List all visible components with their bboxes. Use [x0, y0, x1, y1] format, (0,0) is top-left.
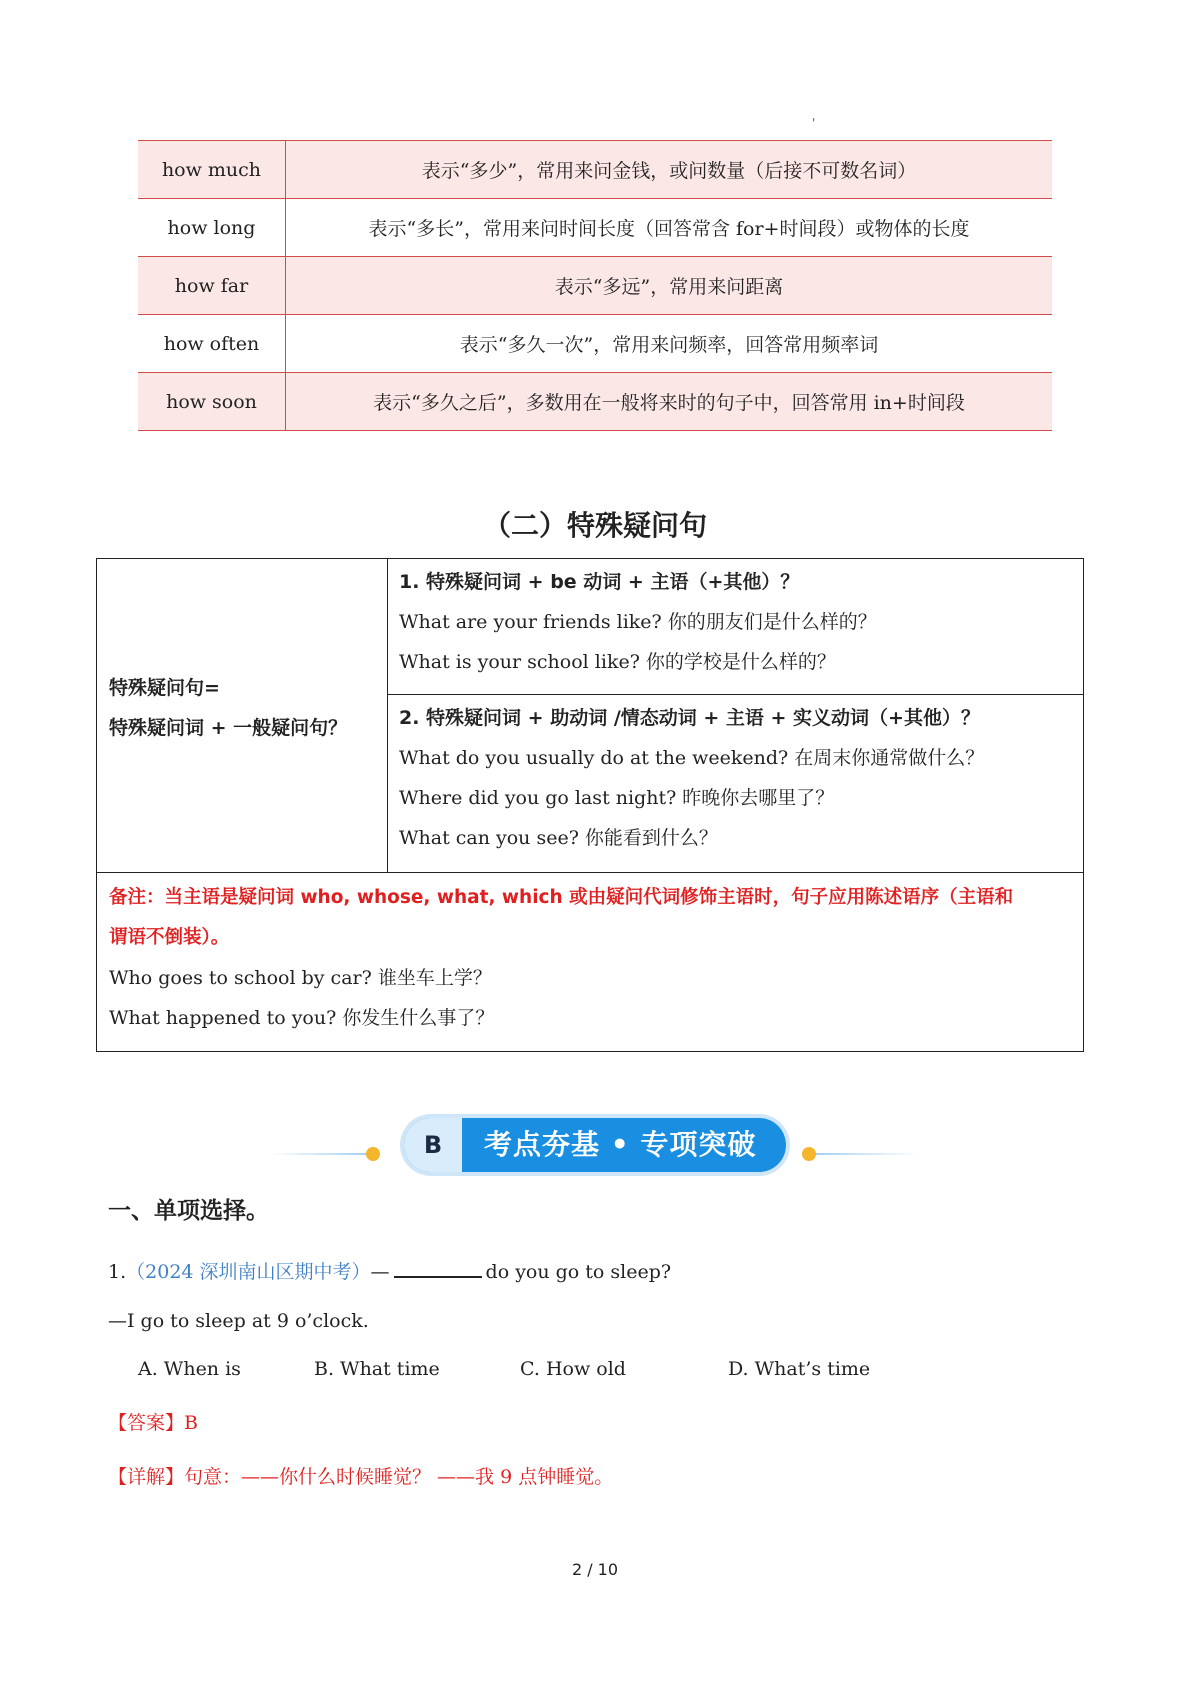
note-example: Who goes to school by car? 谁坐车上学？ [109, 967, 492, 989]
how-word-cell: how long [138, 199, 286, 257]
formula-text: 特殊疑问词 + 一般疑问句？ [109, 717, 348, 739]
banner-dot-right [802, 1147, 816, 1161]
question-source: （2024 深圳南山区期中考） [126, 1261, 371, 1283]
option-c: C. How old [520, 1358, 626, 1380]
how-meaning-cell: 表示“多久之后”，多数用在一般将来时的句子中，回答常用 in+时间段 [286, 373, 1053, 431]
part-title: 一、单项选择。 [108, 1198, 269, 1224]
section-title: （二）特殊疑问句 [482, 509, 707, 542]
how-meaning-cell: 表示“多少”，常用来问金钱，或问数量（后接不可数名词） [286, 141, 1053, 199]
table-row [138, 141, 1052, 199]
divider [387, 694, 1083, 695]
divider [387, 559, 388, 873]
table-row [138, 373, 1052, 431]
how-meaning-cell: 表示“多长”，常用来问时间长度（回答常含 for+时间段）或物体的长度 [286, 199, 1053, 257]
wh-question-box [96, 558, 1084, 1052]
rule-2: 2. 特殊疑问词 + 助动词 /情态动词 + 主语 + 实义动词（+其他）？ [399, 707, 980, 729]
banner-dot-left [366, 1147, 380, 1161]
explain-line [108, 1462, 613, 1489]
note-example: What happened to you? 你发生什么事了？ [109, 1007, 495, 1029]
note-text: 备注：当主语是疑问词 who, whose, what, which 或由疑问代词修饰主语时，句子应用陈述语序（主语和 [109, 887, 1014, 908]
option-a: A. When is [138, 1358, 241, 1380]
how-meaning-cell: 表示“多远”，常用来问距离 [286, 257, 1053, 315]
page-number: 2 / 10 [571, 1560, 619, 1579]
banner-text: 考点夯基 • 专项突破 [484, 1128, 757, 1161]
section-banner [404, 1118, 786, 1172]
table-row [138, 199, 1052, 257]
divider [97, 872, 1083, 873]
question-reply: —I go to sleep at 9 o’clock. [108, 1310, 369, 1332]
rule-1-example: What is your school like? 你的学校是什么样的？ [399, 651, 836, 673]
option-b: B. What time [314, 1358, 440, 1380]
answer-line [108, 1408, 198, 1435]
how-words-table [138, 140, 1052, 431]
rule-1: 1. 特殊疑问词 + be 动词 + 主语（+其他）？ [399, 571, 800, 593]
question-dash: — [370, 1261, 390, 1283]
how-word-cell: how much [138, 141, 286, 199]
how-word-cell: how far [138, 257, 286, 315]
answer-value: B [184, 1412, 198, 1434]
rule-2-example: What can you see? 你能看到什么？ [399, 827, 718, 849]
question-stem [108, 1256, 671, 1284]
table-row [138, 315, 1052, 373]
how-meaning-cell: 表示“多久一次”，常用来问频率，回答常用频率词 [286, 315, 1053, 373]
explain-label: 【详解】 [108, 1466, 185, 1488]
answer-blank [394, 1256, 482, 1278]
explain-text: 句意：——你什么时候睡觉？ ——我 9 点钟睡觉。 [184, 1466, 614, 1488]
rule-2-example: What do you usually do at the weekend? 在周末你通常做什么？ [399, 747, 985, 769]
rule-2-example: Where did you go last night? 昨晚你去哪里了？ [399, 787, 835, 809]
option-d: D. What’s time [728, 1358, 871, 1380]
how-word-cell: how often [138, 315, 286, 373]
table-row [138, 257, 1052, 315]
formula-label: 特殊疑问句= [109, 677, 220, 699]
rule-1-example: What are your friends like? 你的朋友们是什么样的？ [399, 611, 877, 633]
banner-letter: B [404, 1118, 462, 1172]
note-text: 谓语不倒装）。 [109, 927, 230, 948]
banner-line-right [808, 1153, 918, 1155]
top-mark: ' [812, 116, 816, 130]
question-stem-text: do you go to sleep? [485, 1261, 672, 1283]
question-number: 1. [108, 1261, 127, 1283]
how-word-cell: how soon [138, 373, 286, 431]
banner-line-left [270, 1153, 374, 1155]
answer-label: 【答案】 [108, 1412, 185, 1434]
